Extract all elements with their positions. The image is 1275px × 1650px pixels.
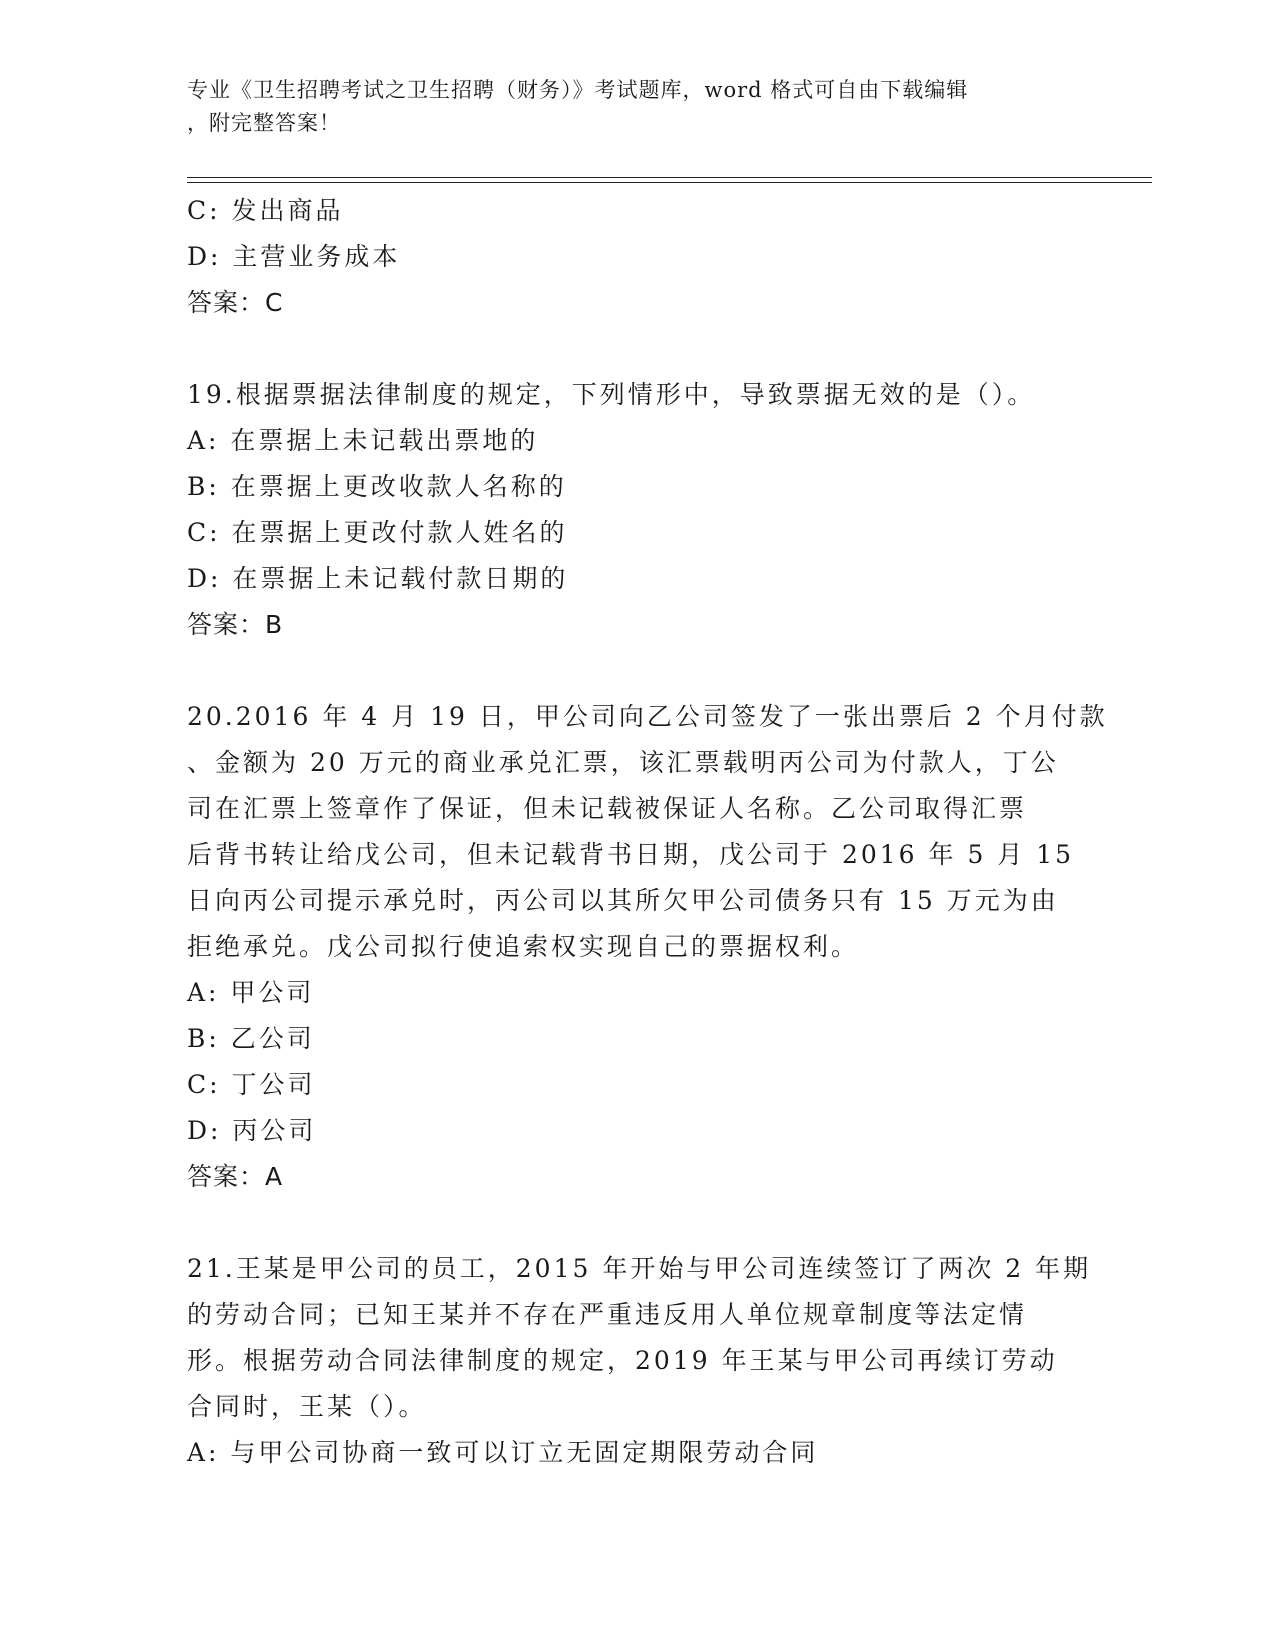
option-c: C: 在票据上更改付款人姓名的: [187, 518, 568, 547]
stem-line: 20.2016 年 4 月 19 日，甲公司向乙公司签发了一张出票后 2 个月付款: [187, 702, 1108, 731]
option-b: B: 在票据上更改收款人名称的: [187, 472, 567, 501]
option-c: C: 丁公司: [187, 1070, 316, 1099]
stem-line: 21.王某是甲公司的员工，2015 年开始与甲公司连续签订了两次 2 年期: [187, 1254, 1092, 1283]
stem-line: 合同时，王某（）。: [187, 1392, 427, 1421]
stem-line: 形。根据劳动合同法律制度的规定，2019 年王某与甲公司再续订劳动: [187, 1346, 1058, 1375]
header-divider-bottom: [187, 182, 1152, 183]
question-stem: [187, 694, 1108, 970]
option-a: A: 与甲公司协商一致可以订立无固定期限劳动合同: [187, 1438, 819, 1467]
question-18: [187, 188, 1087, 326]
spacer: [187, 648, 1087, 694]
question-20: [187, 694, 1108, 1200]
header-line-2: ，附完整答案！: [187, 111, 341, 135]
stem-line: 的劳动合同；已知王某并不存在严重违反用人单位规章制度等法定情: [187, 1300, 1028, 1329]
header-divider-top: [187, 177, 1152, 178]
answer-line: 答案：A: [187, 1162, 284, 1191]
option-b: B: 乙公司: [187, 1024, 315, 1053]
answer-line: 答案：C: [187, 288, 284, 317]
question-21: [187, 1246, 1092, 1476]
spacer: [187, 326, 1087, 372]
stem-line: 司在汇票上签章作了保证，但未记载被保证人名称。乙公司取得汇票: [187, 794, 1028, 823]
question-list: [187, 188, 1108, 1476]
stem-line: 拒绝承兑。戊公司拟行使追索权实现自己的票据权利。: [187, 932, 860, 961]
option-d: D: 丙公司: [187, 1116, 317, 1145]
question-stem: [187, 1246, 1092, 1430]
option-a: A: 甲公司: [187, 978, 315, 1007]
option-c: C: 发出商品: [187, 196, 344, 225]
stem-line: 后背书转让给戊公司，但未记载背书日期，戊公司于 2016 年 5 月 15: [187, 840, 1075, 869]
document-header: [187, 74, 1077, 140]
option-a: A: 在票据上未记载出票地的: [187, 426, 539, 455]
stem-line: 、金额为 20 万元的商业承兑汇票，该汇票载明丙公司为付款人，丁公: [187, 748, 1059, 777]
question-19: [187, 372, 1087, 648]
answer-line: 答案：B: [187, 610, 284, 639]
spacer: [187, 1200, 1087, 1246]
question-stem: 19.根据票据法律制度的规定，下列情形中，导致票据无效的是（）。: [187, 380, 1036, 409]
stem-line: 日向丙公司提示承兑时，丙公司以其所欠甲公司债务只有 15 万元为由: [187, 886, 1059, 915]
header-line-1: 专业《卫生招聘考试之卫生招聘（财务）》考试题库，word 格式可自由下载编辑: [187, 78, 969, 102]
option-d: D: 主营业务成本: [187, 242, 401, 271]
option-d: D: 在票据上未记载付款日期的: [187, 564, 569, 593]
